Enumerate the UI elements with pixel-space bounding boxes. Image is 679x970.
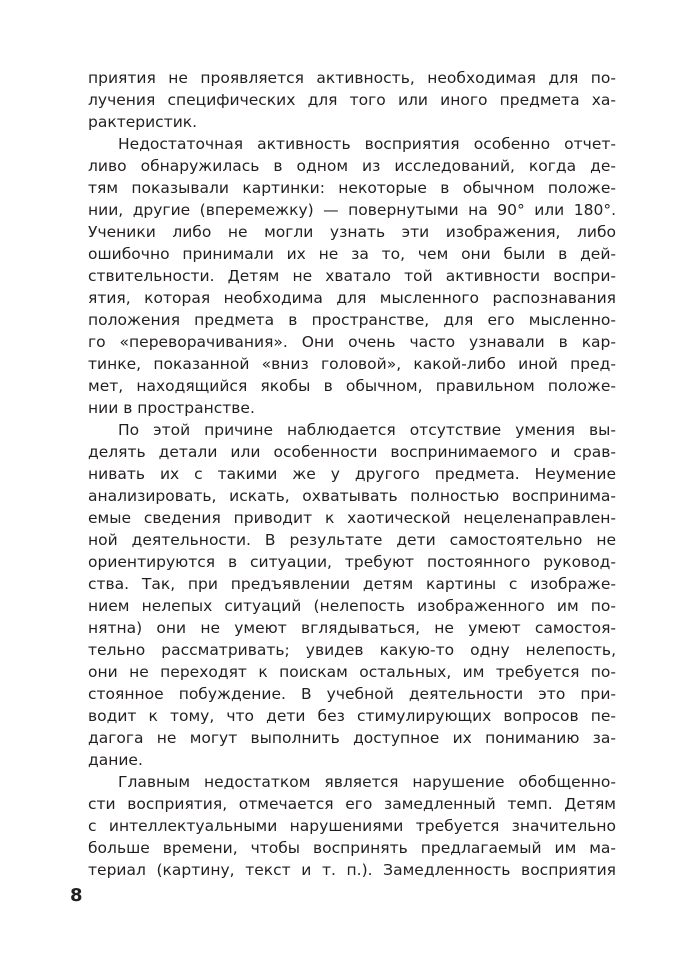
text-line: ствительности. Детям не хватало той активности воспри- [88, 267, 616, 285]
text-line: нивать их с такими же у другого предмета. Неумение [88, 465, 616, 483]
text-line: с интеллектуальными нарушениями требуется значительно [88, 817, 616, 835]
text-line: стоянное побуждение. В учебной деятельности это при- [88, 685, 616, 703]
text-line: териал (картину, текст и т. п.). Замедленность восприятия [88, 861, 616, 879]
text-line: рактеристик. [88, 113, 198, 131]
page-number: 8 [70, 885, 83, 906]
text-line: Ученики либо не могли узнать эти изображения, либо [88, 223, 616, 241]
text-line: они не переходят к поискам остальных, им требуется по- [88, 663, 616, 681]
text-line: тинке, показанной «вниз головой», какой-либо иной пред- [88, 355, 616, 373]
text-line: лучения специфических для того или иного предмета ха- [88, 91, 616, 109]
text-line: нятна) они не умеют вглядываться, не умеют самостоя- [88, 619, 616, 637]
text-line: сти восприятия, отмечается его замедленный темп. Детям [88, 795, 616, 813]
text-line: нии в пространстве. [88, 399, 255, 417]
text-line: мет, находящийся якобы в обычном, правильном положе- [88, 377, 616, 395]
text-line: ства. Так, при предъявлении детям картины с изображе- [88, 575, 616, 593]
text-line: делять детали или особенности воспринимаемого и срав- [88, 443, 616, 461]
text-line: ориентируются в ситуации, требуют постоянного руковод- [88, 553, 616, 571]
text-line: тям показывали картинки: некоторые в обычном положе- [88, 179, 616, 197]
text-line: ятия, которая необходима для мысленного распознавания [88, 289, 616, 307]
text-line: ной деятельности. В результате дети самостоятельно не [88, 531, 616, 549]
text-line: дание. [88, 751, 143, 769]
text-line: По этой причине наблюдается отсутствие умения вы- [118, 421, 616, 439]
text-line: Недостаточная активность восприятия особенно отчет- [118, 135, 616, 153]
text-line: го «переворачивания». Они очень часто узнавали в кар- [88, 333, 616, 351]
text-line: нием нелепых ситуаций (нелепость изображенного им по- [88, 597, 616, 615]
text-line: ошибочно принимали их не за то, чем они были в дей- [88, 245, 616, 263]
text-line: тельно рассматривать; увидев какую-то одну нелепость, [88, 641, 616, 659]
text-line: больше времени, чтобы воспринять предлагаемый им ма- [88, 839, 616, 857]
text-line: дагога не могут выполнить доступное их пониманию за- [88, 729, 616, 747]
text-line: Главным недостатком является нарушение обобщенно- [118, 773, 616, 791]
text-line: положения предмета в пространстве, для его мысленно- [88, 311, 616, 329]
text-line: емые сведения приводит к хаотической нецеленаправлен- [88, 509, 616, 527]
body-text [88, 67, 616, 881]
text-line: ливо обнаружилась в одном из исследований, когда де- [88, 157, 616, 175]
text-line: нии, другие (вперемежку) — повернутыми на 90° или 180°. [88, 201, 616, 219]
text-line: водит к тому, что дети без стимулирующих вопросов пе- [88, 707, 616, 725]
text-line: приятия не проявляется активность, необходимая для по- [88, 69, 616, 87]
text-line: анализировать, искать, охватывать полностью воспринима- [88, 487, 616, 505]
